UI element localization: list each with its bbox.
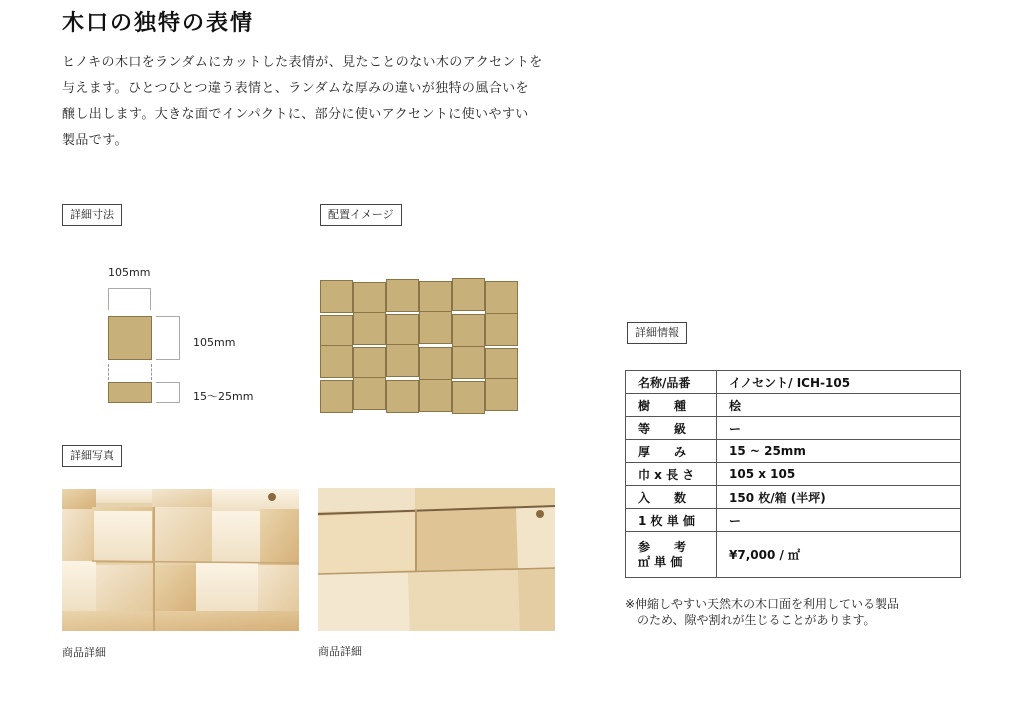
spec-value: 105 x 105: [717, 463, 961, 486]
photos-tag: 詳細写真: [62, 445, 122, 467]
spec-value: 桧: [717, 394, 961, 417]
layout-tag: 配置イメージ: [320, 204, 402, 226]
spec-row: [626, 486, 961, 509]
layout-tile: [386, 279, 419, 312]
product-photo-2: [318, 488, 555, 631]
spec-value: ¥7,000 / ㎡: [717, 532, 961, 578]
layout-tile: [485, 281, 518, 314]
spec-label: 樹 種: [626, 394, 717, 417]
layout-tile: [452, 346, 485, 379]
spec-label: 等 級: [626, 417, 717, 440]
width-guide: [108, 288, 151, 310]
layout-tile: [419, 311, 452, 344]
layout-tile: [452, 314, 485, 347]
spec-table: [625, 370, 961, 578]
thickness-label: 15〜25mm: [193, 390, 254, 403]
layout-tile: [452, 381, 485, 414]
dash-guide-right: [151, 364, 152, 380]
width-label: 105mm: [108, 266, 151, 279]
layout-tile: [320, 315, 353, 348]
spec-row: [626, 463, 961, 486]
layout-tile: [320, 280, 353, 313]
layout-tile: [452, 278, 485, 311]
height-guide: [156, 316, 180, 360]
photo-caption-2: 商品詳細: [318, 645, 362, 658]
description-line: ヒノキの木口をランダムにカットした表情が、見たことのない木のアクセントを: [62, 55, 543, 70]
description-line: 与えます。ひとつひとつ違う表情と、ランダムな厚みの違いが独特の風合いを: [62, 81, 529, 96]
dash-guide-left: [108, 364, 109, 380]
spec-row: [626, 371, 961, 394]
layout-tile: [419, 379, 452, 412]
spec-value: 150 枚/箱 (半坪): [717, 486, 961, 509]
spec-label: 名称/品番: [626, 371, 717, 394]
spec-row: [626, 417, 961, 440]
spec-label: 厚 み: [626, 440, 717, 463]
layout-tile: [353, 312, 386, 345]
tile-front-view: [108, 316, 152, 360]
spec-label: 参 考 ㎡ 単 価: [626, 532, 717, 578]
layout-tile: [485, 348, 518, 381]
description: [62, 50, 582, 154]
photo-caption-1: 商品詳細: [62, 646, 106, 659]
tile-side-view: [108, 382, 152, 403]
layout-grid: [320, 280, 520, 418]
layout-tile: [485, 313, 518, 346]
dimensions-tag: 詳細寸法: [62, 204, 122, 226]
spec-row: [626, 532, 961, 578]
height-label: 105mm: [193, 336, 236, 349]
note-line: ※伸縮しやすい天然木の木口面を利用している製品: [625, 597, 900, 611]
spec-label: 1 枚 単 価: [626, 509, 717, 532]
info-tag: 詳細情報: [627, 322, 687, 344]
page-title: 木口の独特の表情: [62, 10, 255, 36]
spec-label: 入 数: [626, 486, 717, 509]
layout-tile: [320, 380, 353, 413]
spec-row: [626, 394, 961, 417]
layout-tile: [386, 380, 419, 413]
layout-tile: [353, 347, 386, 380]
spec-value: 15 ~ 25mm: [717, 440, 961, 463]
note: [625, 596, 899, 628]
spec-row: [626, 440, 961, 463]
layout-tile: [353, 282, 386, 315]
spec-value: ー: [717, 417, 961, 440]
layout-tile: [419, 281, 452, 314]
layout-tile: [320, 345, 353, 378]
spec-label: 巾 x 長 さ: [626, 463, 717, 486]
description-line: 製品です。: [62, 133, 128, 148]
product-photo-1: [62, 489, 299, 631]
layout-tile: [485, 378, 518, 411]
layout-tile: [386, 314, 419, 347]
note-line: のため、隙や割れが生じることがあります。: [625, 613, 876, 627]
layout-tile: [419, 347, 452, 380]
spec-row: [626, 509, 961, 532]
spec-value: イノセント/ ICH-105: [717, 371, 961, 394]
description-line: 醸し出します。大きな面でインパクトに、部分に使いアクセントに使いやすい: [62, 107, 529, 122]
spec-value: ー: [717, 509, 961, 532]
thickness-guide: [156, 382, 180, 403]
layout-tile: [386, 344, 419, 377]
layout-tile: [353, 377, 386, 410]
